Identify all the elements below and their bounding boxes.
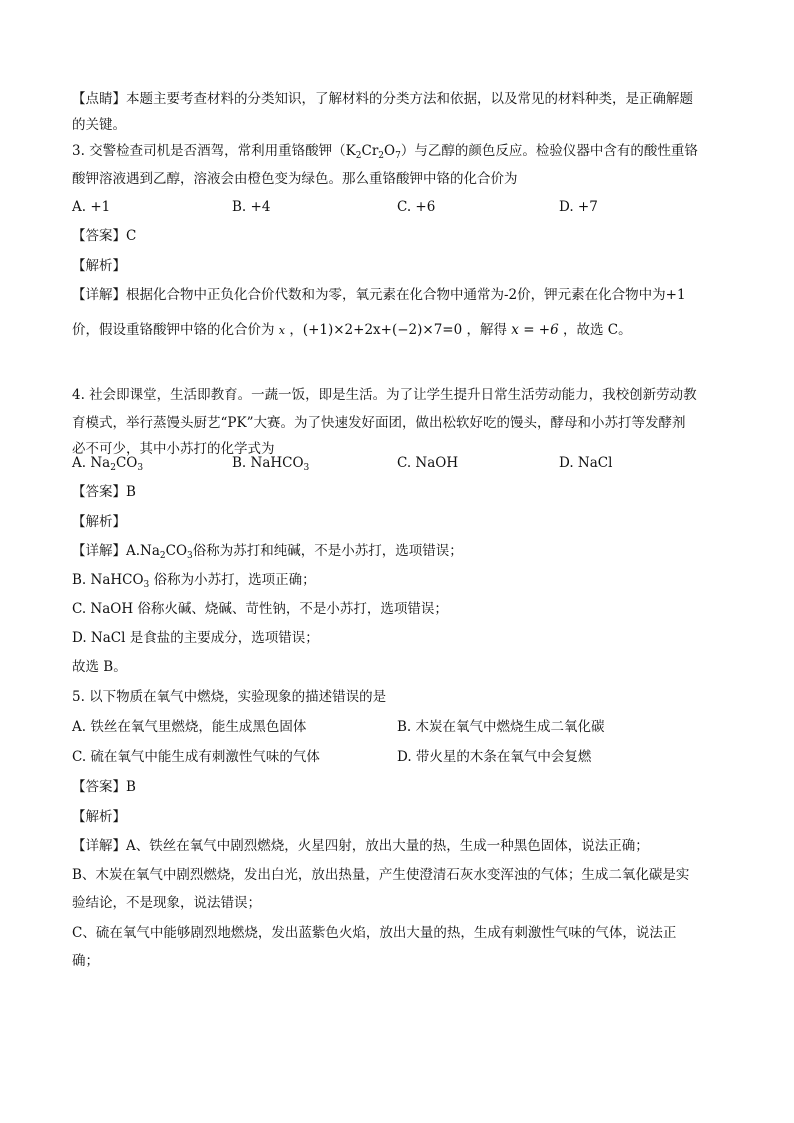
dianjing-line-2: 的关键。 (72, 117, 126, 133)
answer-label: 【答案】 (72, 779, 126, 795)
q3-sub: 2 (355, 151, 362, 161)
q5-answer (72, 778, 136, 796)
q4-option-b (232, 454, 309, 472)
q3-option-b: B. +4 (232, 199, 271, 215)
q5-detail-a (72, 837, 649, 855)
answer-value: C (126, 228, 137, 244)
q4-detail-a (72, 542, 463, 560)
q5-option-a: A. 铁丝在氧气里燃烧，能生成黑色固体 (72, 719, 307, 735)
opt-text: B. NaHCO (232, 455, 304, 471)
detail-label: 【详解】 (72, 287, 126, 303)
answer-label: 【答案】 (72, 228, 126, 244)
math-solution: x = +6 (511, 322, 559, 338)
detail-text: CO (165, 543, 188, 559)
q4-conclusion: 故选 B。 (72, 659, 127, 675)
q3-stem-part: 3. 交警检查司机是否酒驾，常利用重铬酸钾（K (72, 143, 356, 159)
q5-stem: 5. 以下物质在氧气中燃烧，实验现象的描述错误的是 (72, 689, 387, 705)
q4-stem-line-2: 育模式，举行蒸馒头厨艺“PK”大赛。为了快速发好面团，做出松软好吃的馒头，酵母和小苏打等发酵剂 (72, 415, 686, 431)
q4-answer (72, 483, 136, 501)
q3-stem-line-2: 酸钾溶液遇到乙醇，溶液会由橙色变为绿色。那么重铬酸钾中铬的化合价为 (72, 171, 518, 187)
detail-text: ，故选 C。 (563, 322, 632, 338)
q3-sub: 7 (395, 151, 401, 161)
opt-sub: 2 (110, 463, 116, 473)
detail-text: 俗称为苏打和纯碱，不是小苏打，选项错误； (192, 543, 463, 559)
q4-option-a (72, 454, 143, 472)
q5-detail-b-1: B、木炭在氧气中剧烈燃烧，发出白光，放出热量，产生使澄清石灰水变浑浊的气体；生成二氧化碳是实 (72, 867, 690, 883)
detail-text: 根据化合物中正负化合价代数和为零，氧元素在化合物中通常为-2价，钾元素在化合物中为+1 (126, 287, 686, 303)
detail-text: A、铁丝在氧气中剧烈燃烧，火星四射，放出大量的热，生成一种黑色固体，说法正确； (126, 838, 649, 854)
q3-option-a: A. +1 (72, 199, 111, 215)
q5-detail-b-2: 验结论，不是现象，说法错误； (72, 895, 261, 911)
q3-option-d: D. +7 (559, 199, 598, 215)
q5-option-b: B. 木炭在氧气中燃烧生成二氧化碳 (397, 719, 605, 735)
math-equation: ，(+1)×2+2x+(−2)×7=0 ，解得 (289, 322, 507, 338)
q3-detail-line-1 (72, 286, 686, 304)
opt-text: CO (115, 455, 138, 471)
q3-detail-line-2 (72, 321, 632, 340)
dianjing-line-1 (72, 90, 693, 108)
dianjing-text-1: 本题主要考查材料的分类知识，了解材料的分类方法和依据，以及常见的材料种类，是正确解题 (126, 91, 693, 107)
detail-text: A.Na (126, 543, 160, 559)
q3-jiexi-label: 【解析】 (72, 258, 126, 274)
q3-option-c: C. +6 (397, 199, 436, 215)
answer-label: 【答案】 (72, 484, 126, 500)
q5-option-d: D. 带火星的木条在氧气中会复燃 (397, 749, 592, 765)
q3-answer (72, 227, 136, 245)
detail-text: B. NaHCO (72, 572, 144, 588)
q5-detail-c-2: 确； (72, 953, 99, 969)
q5-detail-c-1: C、硫在氧气中能够剧烈地燃烧，发出蓝紫色火焰，放出大量的热，生成有刺激性气味的气体，说法正 (72, 925, 677, 941)
detail-text: 俗称为小苏打，选项正确； (149, 572, 316, 588)
q4-jiexi-label: 【解析】 (72, 514, 126, 530)
q5-option-c: C. 硫在氧气中能生成有刺激性气味的气体 (72, 749, 320, 765)
dianjing-label: 【点睛】 (72, 91, 126, 107)
q4-stem-line-3: 必不可少，其中小苏打的化学式为 (72, 441, 275, 457)
q3-stem-line-1 (72, 142, 698, 160)
q4-detail-c: C. NaOH 俗称火碱、烧碱、苛性钠，不是小苏打，选项错误； (72, 601, 448, 617)
detail-label: 【详解】 (72, 838, 126, 854)
answer-value: B (126, 779, 136, 795)
q4-option-c: C. NaOH (397, 455, 459, 471)
q4-detail-b (72, 571, 316, 589)
q4-option-d: D. NaCl (559, 455, 613, 471)
math-variable: x (278, 324, 286, 337)
opt-sub: 3 (137, 463, 144, 473)
detail-sub: 2 (159, 551, 166, 561)
detail-label: 【详解】 (72, 543, 126, 559)
q4-detail-d: D. NaCl 是食盐的主要成分，选项错误； (72, 630, 319, 646)
answer-value: B (126, 484, 136, 500)
q5-jiexi-label: 【解析】 (72, 809, 126, 825)
detail-text: 价，假设重铬酸钾中铬的化合价为 (72, 322, 275, 338)
opt-text: A. Na (72, 455, 111, 471)
q3-stem-part: ）与乙醇的颜色反应。检验仪器中含有的酸性重铬 (400, 143, 698, 159)
q3-stem-part: O (384, 143, 396, 159)
detail-sub: 3 (187, 551, 193, 561)
q4-stem-line-1: 4. 社会即课堂，生活即教育。一蔬一饭，即是生活。为了让学生提升日常生活劳动能力，我校创新劳动教 (72, 387, 697, 403)
q3-sub: 2 (378, 151, 385, 161)
opt-sub: 3 (303, 463, 310, 473)
detail-sub: 3 (143, 580, 150, 590)
q3-stem-part: Cr (361, 143, 379, 159)
